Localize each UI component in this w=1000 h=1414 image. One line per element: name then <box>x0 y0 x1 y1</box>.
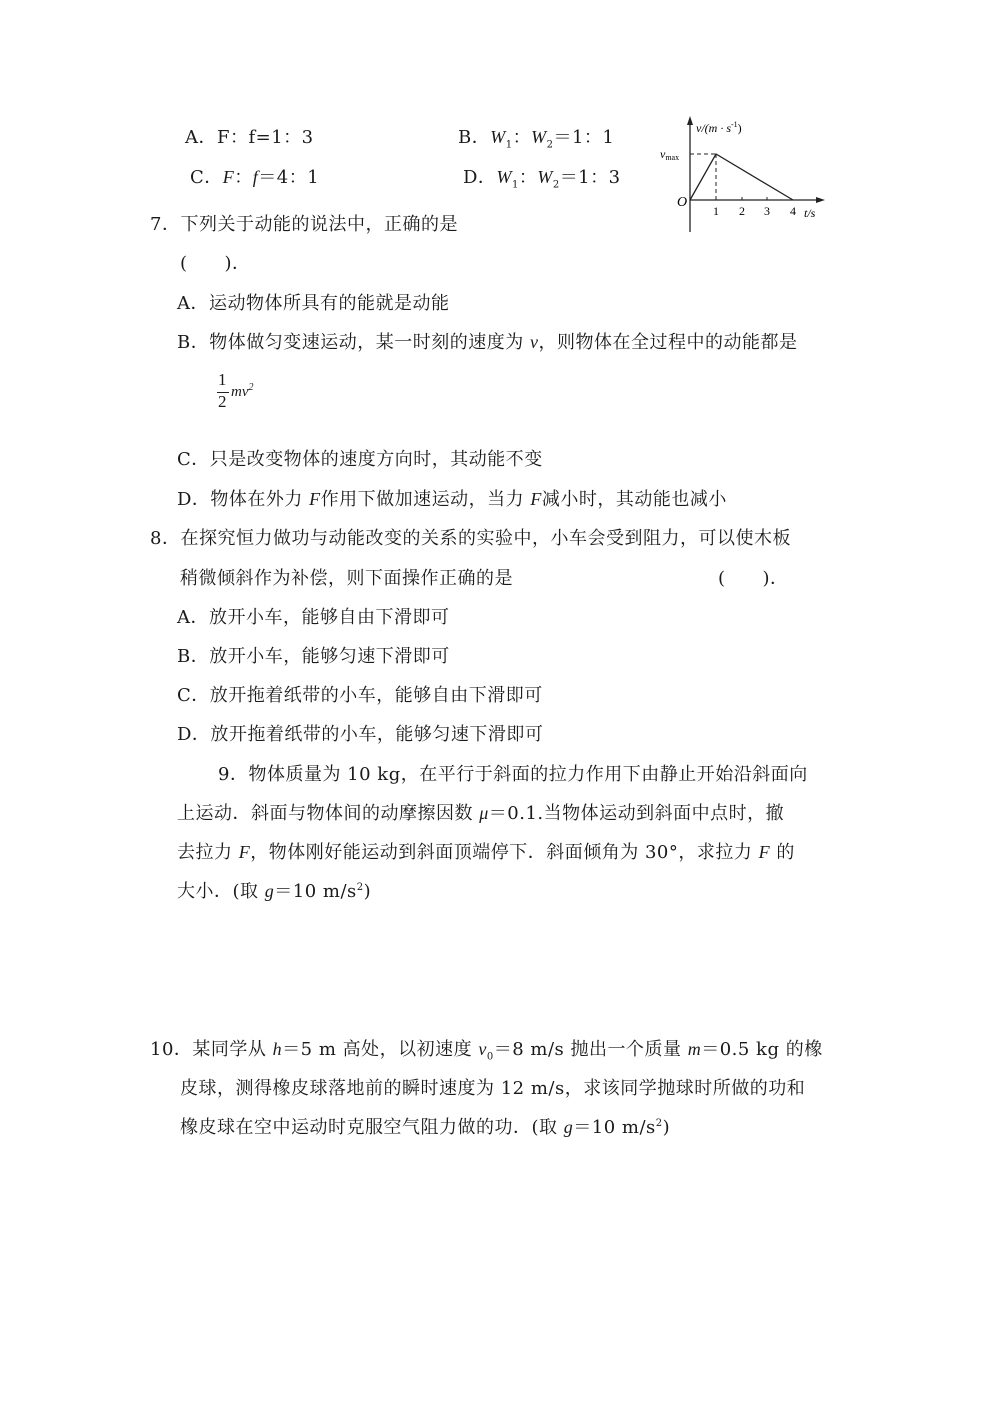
text: ，则物体在全过程中的动能都是 <box>538 332 798 353</box>
sub: 1 <box>511 179 519 191</box>
velocity-curve <box>690 154 793 200</box>
text: ＝8 m/s 抛出一个质量 <box>493 1039 688 1060</box>
var-v: v <box>529 332 539 352</box>
x-label: t/s <box>804 206 816 220</box>
text: ＝0.5 kg 的橡 <box>701 1039 823 1060</box>
text: 10．某同学从 <box>150 1039 273 1060</box>
q7-option-c: C．只是改变物体的速度方向时，其动能不变 <box>177 449 543 470</box>
text: 橡皮球在空中运动时克服空气阻力做的功．(取 <box>180 1117 564 1138</box>
var-F: F <box>530 489 542 509</box>
text: 大小．(取 <box>177 881 265 902</box>
y-arrow-icon <box>687 116 693 125</box>
sup: 2 <box>356 882 364 893</box>
q10-line2: 皮球，测得橡皮球落地前的瞬时速度为 12 m/s，求该同学抛球时所做的功和 <box>180 1078 806 1099</box>
sub: 0 <box>486 1051 494 1063</box>
var-F: F <box>222 167 235 187</box>
q7-option-a: A．运动物体所具有的能就是动能 <box>177 293 450 314</box>
denominator: 2 <box>218 392 227 411</box>
q8-option-c: C．放开拖着纸带的小车，能够自由下滑即可 <box>177 685 543 706</box>
q8-option-a: A．放开小车，能够自由下滑即可 <box>177 607 450 628</box>
text: D．物体在外力 <box>177 489 310 510</box>
option-label: A． <box>185 127 217 148</box>
option-text: ＝4：1 <box>258 167 320 188</box>
var-g: g <box>563 1117 574 1137</box>
text: B．物体做匀变速运动，某一时刻的速度为 <box>177 332 530 353</box>
var-v: v <box>478 1039 487 1059</box>
var-mu: μ <box>479 803 489 823</box>
text: ＝0.1.当物体运动到斜面中点时，撤 <box>488 803 785 824</box>
text: ＝10 m/s <box>274 881 357 902</box>
text: ＝5 m 高处，以初速度 <box>282 1039 479 1060</box>
sep: ： <box>512 127 532 148</box>
text: 上运动．斜面与物体间的动摩擦因数 <box>177 803 480 824</box>
q9-line2 <box>177 799 784 825</box>
text: ＝10 m/s <box>573 1117 656 1138</box>
w2: W <box>531 127 547 147</box>
var-F: F <box>758 842 771 862</box>
q9-line3 <box>177 838 795 864</box>
mv-squared <box>231 382 254 401</box>
q7-stem: 7．下列关于动能的说法中，正确的是 <box>150 214 458 235</box>
q6-option-b <box>458 123 614 151</box>
q10-line3 <box>180 1113 670 1139</box>
q9-line1: 9．物体质量为 10 kg，在平行于斜面的拉力作用下由静止开始沿斜面向 <box>218 764 808 785</box>
var-g: g <box>264 881 275 901</box>
q6-option-a <box>185 123 314 149</box>
q9-line4 <box>177 877 371 903</box>
option-label: D． <box>463 167 497 188</box>
x-arrow-icon <box>816 197 825 203</box>
var-F: F <box>238 842 251 862</box>
tick-1: 1 <box>713 204 719 218</box>
text: 去拉力 <box>177 842 239 863</box>
var-F: F <box>309 489 321 509</box>
y-label: $v/(m \cdot s^{-1})$ <box>696 120 742 135</box>
sup: 2 <box>248 382 254 393</box>
mv: mv <box>231 384 249 400</box>
option-text: ＝1：1 <box>553 127 615 148</box>
option-text: ＝1：3 <box>559 167 621 188</box>
velocity-time-graph <box>660 110 840 240</box>
q10-line1 <box>150 1035 823 1063</box>
w1: W <box>490 127 506 147</box>
text: ) <box>662 1117 671 1138</box>
text: 减小时，其动能也减小 <box>541 489 727 510</box>
vmax-label: vmax <box>660 147 680 162</box>
sub: 1 <box>505 139 513 151</box>
text: ) <box>363 881 372 902</box>
sub: 2 <box>552 179 560 191</box>
var-f: f <box>252 167 259 187</box>
var-m: m <box>687 1039 702 1059</box>
option-label: C． <box>190 167 223 188</box>
q7-option-b <box>177 328 797 354</box>
q6-option-c <box>190 163 319 189</box>
q7-answer-blank: ( )． <box>180 253 251 274</box>
tick-3: 3 <box>764 204 770 218</box>
q8-option-b: B．放开小车，能够匀速下滑即可 <box>177 646 450 667</box>
sup: 2 <box>655 1118 663 1129</box>
text: ，物体刚好能运动到斜面顶端停下．斜面倾角为 30°，求拉力 <box>250 842 759 863</box>
tick-4: 4 <box>790 204 796 218</box>
sep: ： <box>234 167 253 188</box>
q8-option-d: D．放开拖着纸带的小车，能够匀速下滑即可 <box>177 724 544 745</box>
text: 作用下做加速运动，当力 <box>320 489 531 510</box>
w1: W <box>496 167 512 187</box>
origin-label: O <box>677 195 688 210</box>
q6-option-d <box>463 163 621 191</box>
numerator: 1 <box>218 370 227 389</box>
sep: ： <box>518 167 538 188</box>
text: 的 <box>770 842 795 863</box>
q8-stem-line2: 稍微倾斜作为补偿，则下面操作正确的是 <box>180 568 513 589</box>
q8-answer-blank: ( )． <box>718 568 789 589</box>
tick-2: 2 <box>739 204 745 218</box>
sub: 2 <box>546 139 554 151</box>
var-h: h <box>272 1039 283 1059</box>
option-text: F：f=1：3 <box>217 127 314 148</box>
q7-option-d <box>177 485 727 511</box>
w2: W <box>537 167 553 187</box>
option-label: B． <box>458 127 491 148</box>
q8-stem-line1: 8．在探究恒力做功与动能改变的关系的实验中，小车会受到阻力，可以使木板 <box>150 528 791 549</box>
